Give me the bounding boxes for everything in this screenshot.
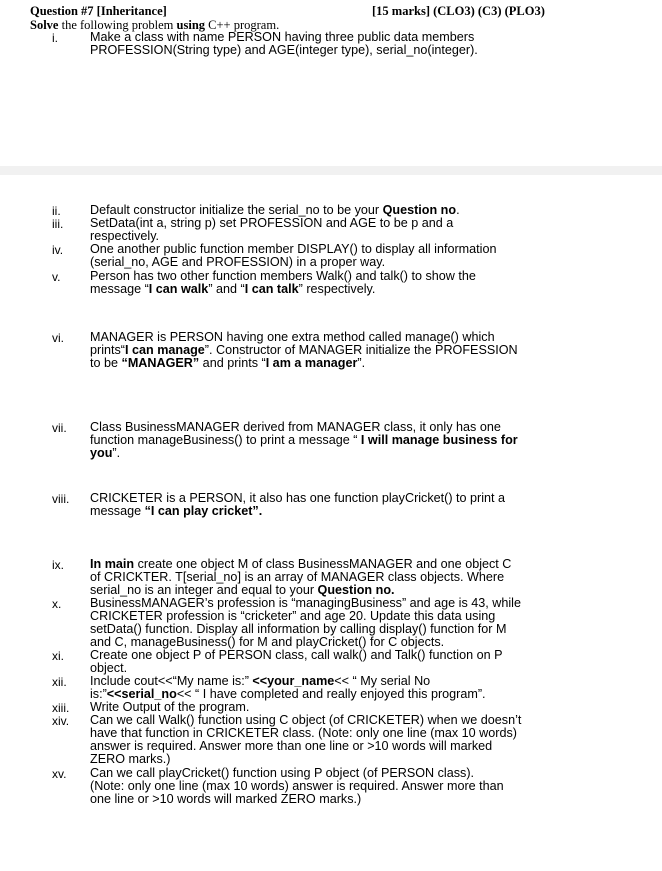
- text: ”.: [357, 356, 366, 370]
- item-x-line-3: setData() function. Display all information by calling display() function for M: [90, 622, 507, 636]
- text: serial_no is an integer and equal to your: [90, 583, 318, 597]
- item-number-xi: xi.: [52, 649, 64, 663]
- item-iv-line-2: (serial_no, AGE and PROFESSION) in a proper way.: [90, 255, 386, 269]
- item-i-line-2: PROFESSION(String type) and AGE(integer type), serial_no(integer).: [90, 43, 478, 57]
- item-v-line-2: [90, 283, 375, 296]
- item-iii-line-2: respectively.: [90, 229, 160, 243]
- text: ” respectively.: [298, 282, 376, 296]
- item-number-xiii: xiii.: [52, 701, 70, 715]
- item-viii-line-2: [90, 505, 262, 518]
- item-number-i: i.: [52, 31, 58, 45]
- text: << “ My serial No: [334, 674, 431, 688]
- question-title: Question #7 [Inheritance]: [30, 4, 167, 18]
- text: and prints “: [199, 356, 266, 370]
- item-xi-line-2: object.: [90, 661, 128, 675]
- bold-text: I can walk: [148, 282, 209, 296]
- text: ”.: [112, 446, 121, 460]
- item-x-line-1: BusinessMANAGER’s profession is “managingBusiness” and age is 43, while: [90, 596, 521, 610]
- text: message “: [90, 282, 149, 296]
- item-number-x: x.: [52, 597, 62, 611]
- item-ix-line-2: of CRICKTER. T[serial_no] is an array of MANAGER class objects. Where: [90, 570, 505, 584]
- bold-text: In main: [90, 557, 135, 571]
- item-number-xii: xii.: [52, 675, 67, 689]
- item-number-iv: iv.: [52, 243, 64, 257]
- marks-info: [15 marks] (CLO3) (C3) (PLO3): [372, 4, 545, 18]
- solve-bold-1: Solve: [30, 18, 59, 32]
- section-divider: [0, 166, 662, 175]
- item-number-v: v.: [52, 270, 61, 284]
- text: to be: [90, 356, 122, 370]
- text: ”. Constructor of MANAGER initialize the PROFESSION: [204, 343, 518, 357]
- item-xv-line-2: (Note: only one line (max 10 words) answer is required. Answer more than: [90, 779, 504, 793]
- item-iv-line-1: One another public function member DISPLAY() to display all information: [90, 242, 497, 256]
- item-number-viii: viii.: [52, 492, 70, 506]
- item-x-line-4: and C, manageBusiness() for M and playCricket() for C objects.: [90, 635, 445, 649]
- item-xiv-line-2: have that function in CRICKETER class. (Note: only one line (max 10 words): [90, 726, 517, 740]
- text: is:”: [90, 687, 107, 701]
- item-number-vi: vi.: [52, 331, 64, 345]
- text: << “ I have completed and really enjoyed this program”.: [176, 687, 486, 701]
- text: Default constructor initialize the serial_no to be your: [90, 203, 383, 217]
- bold-text: Question no: [382, 203, 457, 217]
- text: function manageBusiness() to print a message “: [90, 433, 361, 447]
- item-vi-line-3: [90, 357, 365, 370]
- item-xiv-line-3: answer is required. Answer more than one line or >10 words will marked: [90, 739, 493, 753]
- item-iii-line-1: SetData(int a, string p) set PROFESSION and AGE to be p and a: [90, 216, 454, 230]
- bold-text: <<serial_no: [106, 687, 177, 701]
- bold-text: <<your_name: [252, 674, 335, 688]
- item-vii-line-2: [90, 434, 518, 447]
- item-v-line-1: Person has two other function members Walk() and talk() to show the: [90, 269, 476, 283]
- item-number-xiv: xiv.: [52, 714, 70, 728]
- item-vii-line-1: Class BusinessMANAGER derived from MANAGER class, it only has one: [90, 420, 501, 434]
- bold-text: I can talk: [244, 282, 299, 296]
- item-xi-line-1: Create one object P of PERSON class, call walk() and Talk() function on P: [90, 648, 503, 662]
- item-number-iii: iii.: [52, 217, 64, 231]
- item-xiv-line-1: Can we call Walk() function using C object (of CRICKETER) when we doesn’t: [90, 713, 522, 727]
- bold-text: “I can play cricket”.: [144, 504, 263, 518]
- item-vi-line-1: MANAGER is PERSON having one extra method called manage() which: [90, 330, 495, 344]
- bold-text: you: [90, 446, 113, 460]
- text: message: [90, 504, 145, 518]
- item-i-line-1: Make a class with name PERSON having three public data members: [90, 30, 475, 44]
- item-number-xv: xv.: [52, 767, 67, 781]
- text: .: [456, 203, 460, 217]
- solve-text-end: C++ program.: [205, 18, 280, 32]
- item-viii-line-1: CRICKETER is a PERSON, it also has one function playCricket() to print a: [90, 491, 506, 505]
- bold-text: I will manage business for: [360, 433, 518, 447]
- bold-text: I am a manager: [265, 356, 358, 370]
- text: ” and “: [208, 282, 245, 296]
- item-xv-line-1: Can we call playCricket() function using P object (of PERSON class).: [90, 766, 475, 780]
- item-xv-line-3: one line or >10 words will marked ZERO marks.): [90, 792, 362, 806]
- item-xiii-line-1: Write Output of the program.: [90, 700, 250, 714]
- item-xiv-line-4: ZERO marks.): [90, 752, 171, 766]
- text: create one object M of class BusinessMANAGER and one object C: [134, 557, 512, 571]
- item-number-ii: ii.: [52, 204, 61, 218]
- text: Include cout<<“My name is:”: [90, 674, 253, 688]
- item-number-vii: vii.: [52, 421, 67, 435]
- bold-text: I can manage: [125, 343, 205, 357]
- solve-bold-2: using: [176, 18, 206, 32]
- item-vii-line-3: [90, 447, 120, 460]
- bold-text: “MANAGER”: [121, 356, 200, 370]
- item-number-ix: ix.: [52, 558, 64, 572]
- item-x-line-2: CRICKETER profession is “cricketer” and age 20. Update this data using: [90, 609, 496, 623]
- bold-text: Question no.: [317, 583, 395, 597]
- solve-text: the following problem: [58, 18, 177, 32]
- text: prints“: [90, 343, 125, 357]
